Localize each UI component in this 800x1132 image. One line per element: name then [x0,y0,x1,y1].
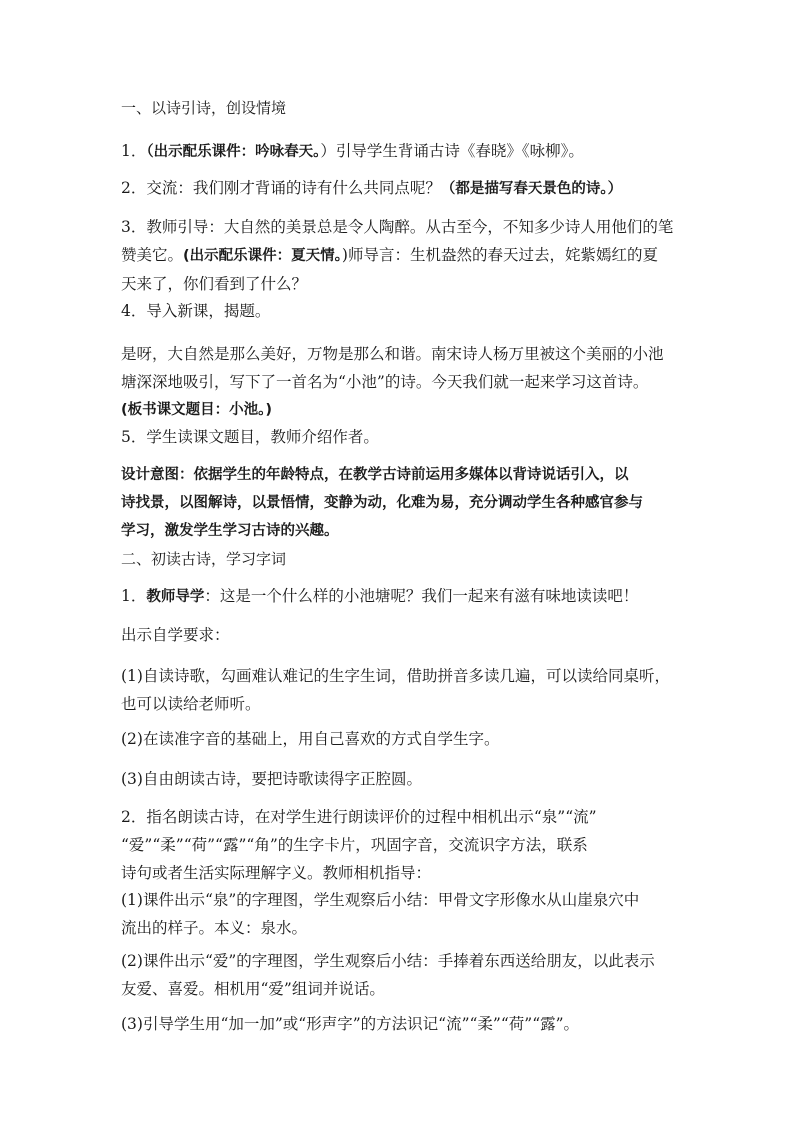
s1-item4: 4．导入新课，揭题。 [121,302,271,320]
s2-item1-num: 1． [121,587,147,605]
design-line3: 学习，激发学生学习古诗的兴趣。 [121,523,339,539]
section2-heading: 二、初读古诗，学习字词 [121,550,287,568]
s1-item2-bold: （都是描写春天景色的诗。） [440,181,623,197]
s2-item2-line1: 2．指名朗读古诗，在对学生进行朗读评价的过程中相机出示“泉”“流” [121,808,597,826]
s1-item1 [121,137,691,166]
sub3: (3)引导学生用“加一加”或“形声字”的方法识记“流”“柔”“荷”“露”。 [121,1015,580,1033]
s1-item3-line2 [121,241,691,270]
s1-item3-line3: 天来了，你们看到了什么？ [121,275,308,293]
design-line1: 设计意图：依据学生的年龄特点，在教学古诗前运用多媒体以背诗说话引入，以 [121,467,629,483]
req2: (2)在读准字音的基础上，用自己喜欢的方式自学生字。 [121,730,500,748]
s2-item1-text: ：这是一个什么样的小池塘呢？我们一起来有滋有味地读读吧！ [204,587,639,605]
sub2-line2: 友爱、喜爱。相机用“爱”组词并说话。 [121,980,385,998]
s1-item5: 5．学生读课文题目，教师介绍作者。 [121,428,379,446]
s2-item1 [121,582,691,611]
sub2 [121,947,691,1003]
s1-item3-line1: 3．教师引导：大自然的美景总是令人陶醉。从古至今，不知多少诗人用他们的笔 [121,218,674,236]
req1-line2: 也可以读给老师听。 [121,695,261,713]
design-line2: 诗找景，以图解诗，以景悟情，变静为动，化难为易，充分调动学生各种感官参与 [121,495,643,511]
req1 [121,662,691,718]
requirement-label: 出示自学要求： [121,626,230,644]
s1-item3-line2-bold: (出示配乐课件：夏天情。 [183,248,342,264]
s1-item1-text: ）引导学生背诵古诗《春晓》《咏柳》。 [320,142,584,160]
s1-item2 [121,174,691,203]
s1-item3 [121,213,691,298]
s1-item1-num: 1． [121,142,147,160]
req1-line1: (1)自读诗歌，勾画难认难记的生字生词，借助拼音多读几遍，可以读给同桌听， [121,667,670,685]
s1-para-line1: 是呀，大自然是那么美好，万物是那么和谐。南宋诗人杨万里被这个美丽的小池 [121,345,664,363]
s1-item2-text: 2．交流：我们刚才背诵的诗有什么共同点呢？ [121,179,441,197]
s2-item1-bold: 教师导学 [146,589,205,605]
req3: (3)自由朗读古诗，要把诗歌读得字正腔圆。 [121,770,422,788]
s1-item1-bold: （出示配乐课件：吟咏春天。 [146,144,321,160]
section1-heading: 一、以诗引诗，创设情境 [121,99,287,117]
s1-item3-line2b: )师导言：生机盎然的春天过去，姹紫嫣红的夏 [341,246,658,264]
s1-item3-line2a: 赞美它。 [121,246,184,264]
sub1-line2: 流出的样子。本义：泉水。 [121,919,308,937]
s1-para-line3: (板书课文题目：小池。) [121,402,273,418]
s2-item2-line3: 诗句或者生活实际理解字义。教师相机指导： [121,864,432,882]
design-intent [121,461,691,545]
sub1 [121,886,691,942]
s1-para [121,340,691,424]
sub1-line1: (1)课件出示“泉”的字理图，学生观察后小结：甲骨文字形像水从山崖泉穴中 [121,891,640,909]
s2-item2-line2: “爱”“柔”“荷”“露”“角”的生字卡片，巩固字音，交流识字方法，联系 [121,836,588,854]
s1-para-line2: 塘深深地吸引，写下了一首名为“小池”的诗。今天我们就一起来学习这首诗。 [121,373,649,391]
sub2-line1: (2)课件出示“爱”的字理图，学生观察后小结：手捧着东西送给朋友，以此表示 [121,952,655,970]
s2-item2 [121,803,691,887]
